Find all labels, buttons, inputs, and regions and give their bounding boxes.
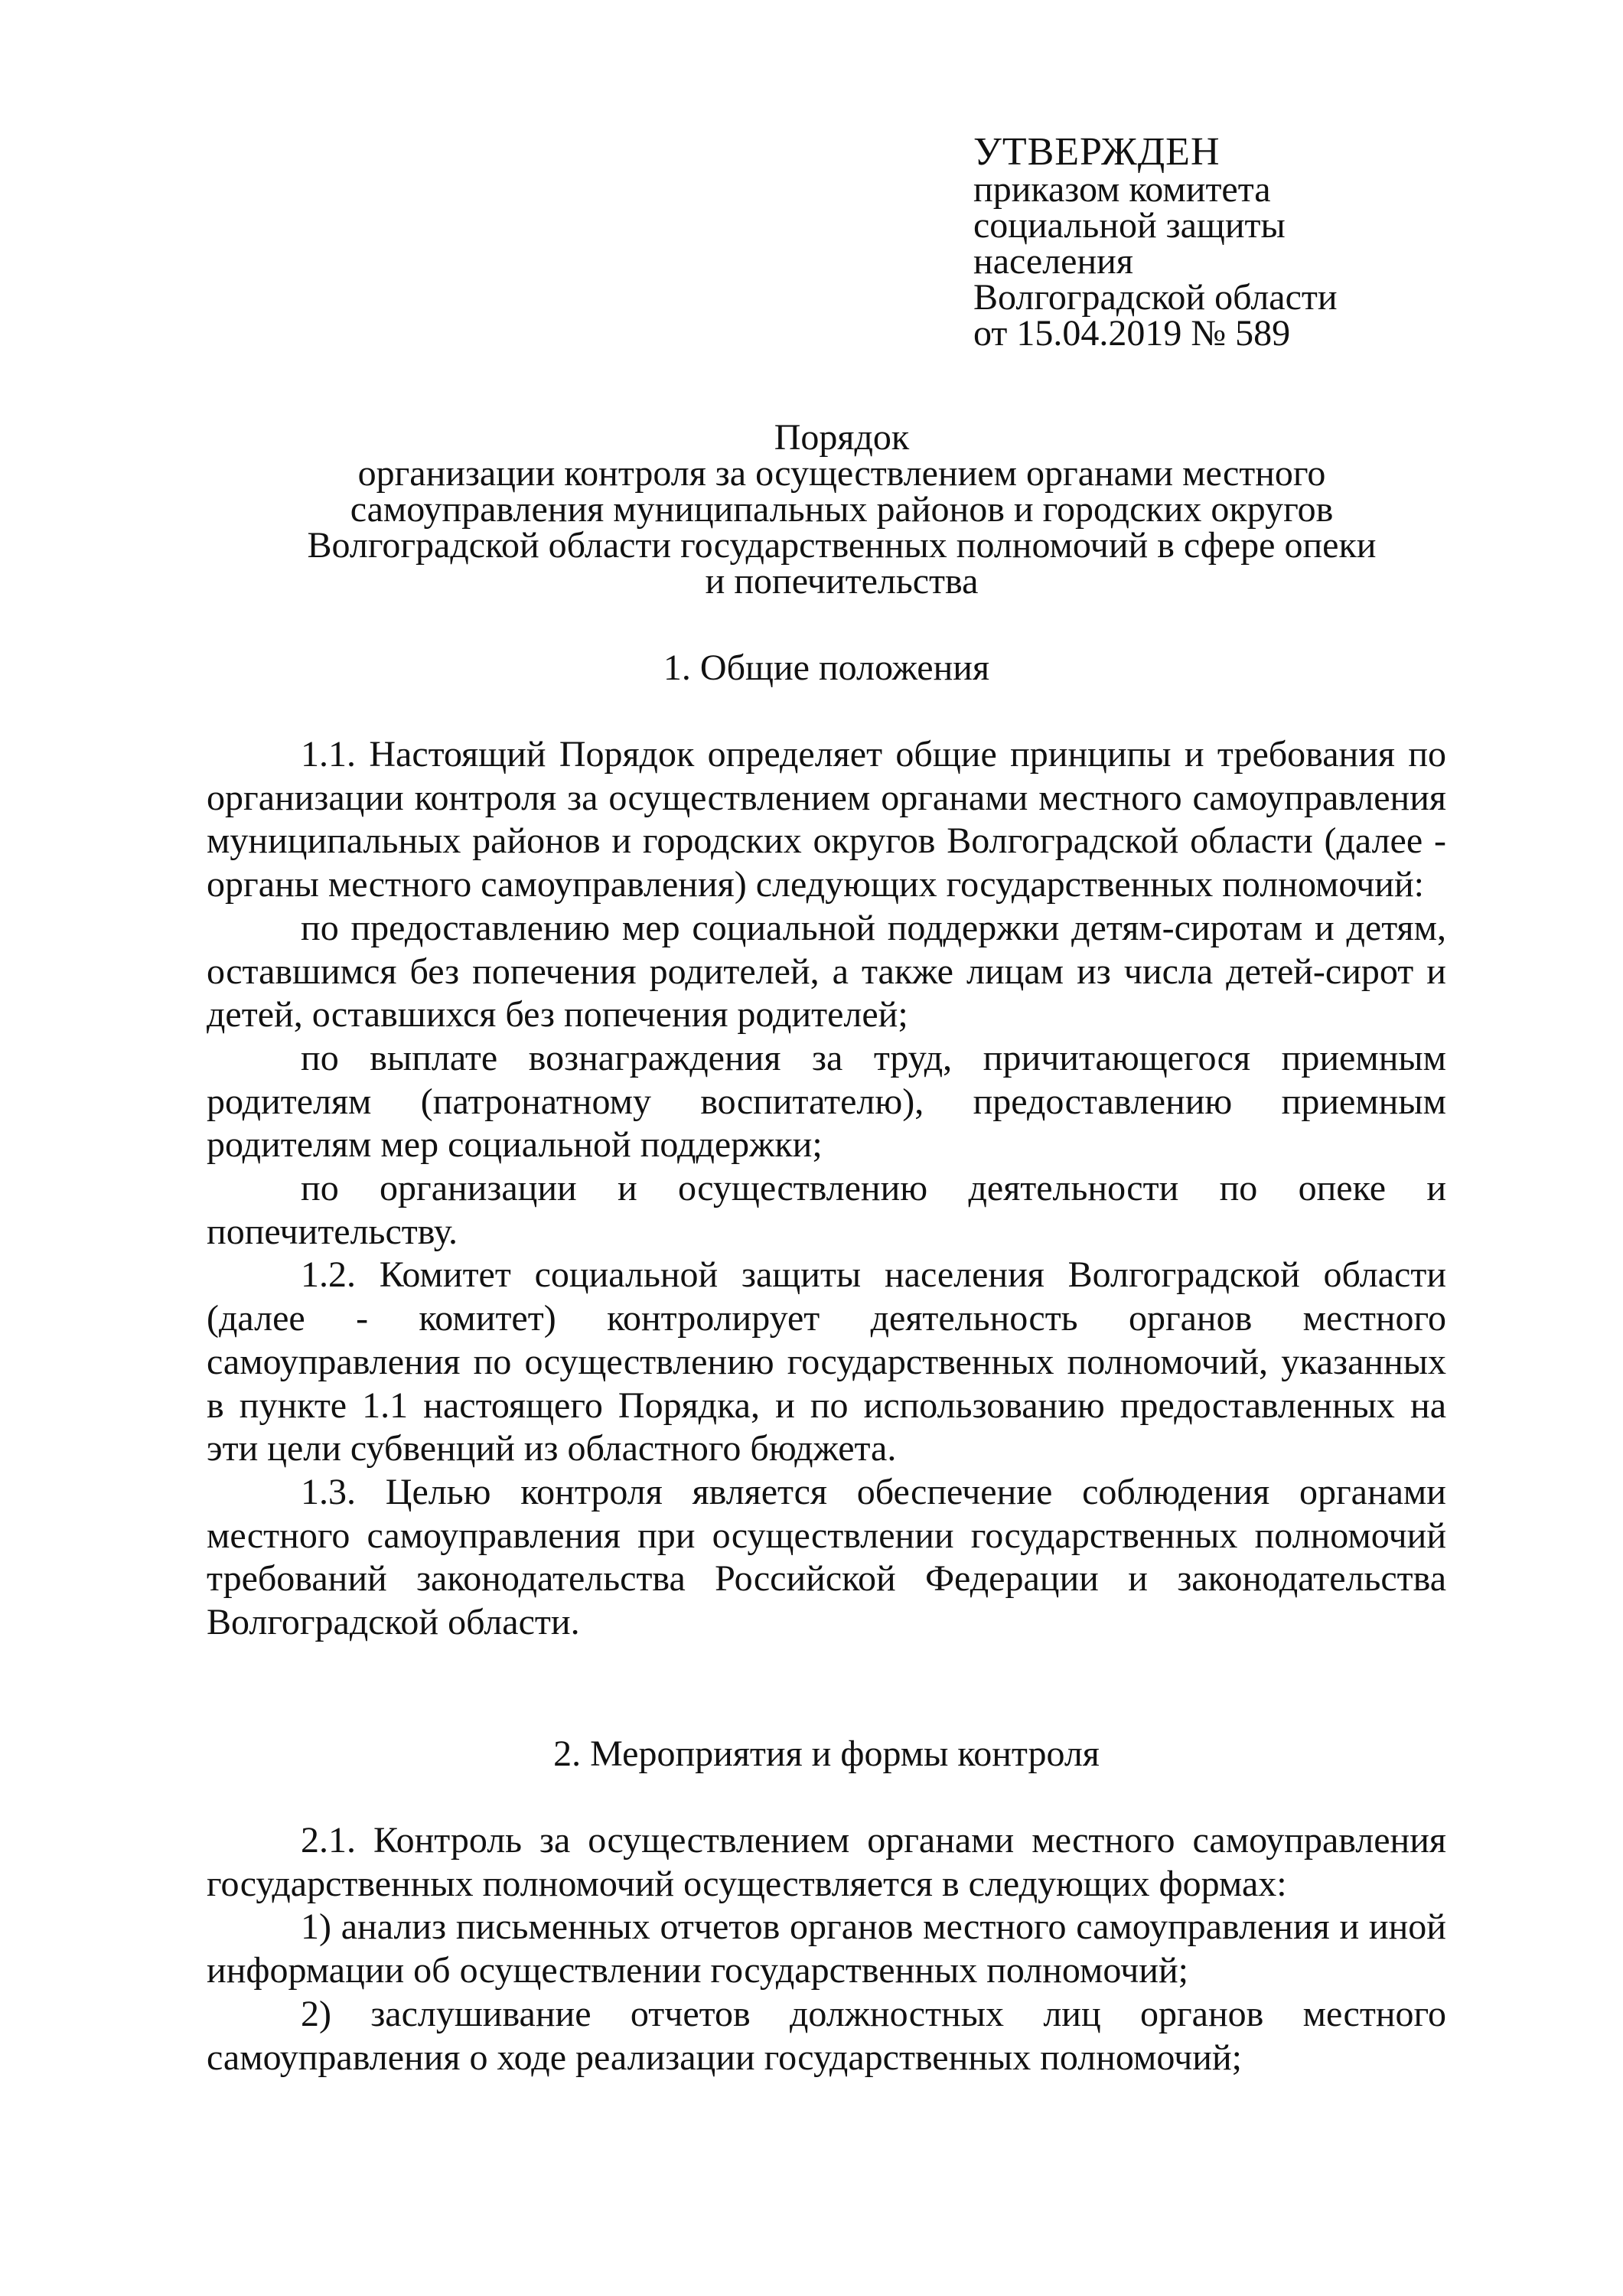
approval-title: УТВЕРЖДЕН <box>973 130 1221 174</box>
document-subtitle-line: Волгоградской области государственных полномочий в сфере опеки <box>307 525 1377 566</box>
paragraph: по выплате вознаграждения за труд, причитающегося приемным родителям (патронатному воспитателю), предоставлению приемным родителям мер социальной поддержки; <box>207 1037 1446 1166</box>
approval-line: населения <box>973 241 1133 282</box>
paragraph: 1.1. Настоящий Порядок определяет общие принципы и требования по организации контроля за осуществлением органами местного самоуправления муниципальных районов и городских округов Волгоградской области (далее - органы местного самоуправления) следующих государственных полномочий: <box>207 734 1446 905</box>
document-subtitle-line: и попечительства <box>705 561 979 602</box>
section-heading: 1. Общие положения <box>663 647 990 688</box>
paragraph: 2) заслушивание отчетов должностных лиц органов местного самоуправления о ходе реализации государственных полномочий; <box>207 1993 1446 2078</box>
paragraph: 1) анализ письменных отчетов органов местного самоуправления и иной информации об осуществлении государственных полномочий; <box>207 1906 1446 1991</box>
paragraph: 1.2. Комитет социальной защиты населения Волгоградской области (далее - комитет) контролирует деятельность органов местного самоуправления по осуществлению государственных полномочий, указанных в пункте 1.1 настоящего Порядка, и по использованию предоставленных на эти цели субвенций из областного бюджета. <box>207 1254 1446 1469</box>
document-title-block <box>230 417 1454 602</box>
document-title: Порядок <box>774 417 910 458</box>
section-heading: 2. Мероприятия и формы контроля <box>553 1733 1100 1774</box>
document-subtitle-line: организации контроля за осуществлением органами местного <box>357 453 1326 494</box>
paragraph: 1.3. Целью контроля является обеспечение соблюдения органами местного самоуправления при осуществлении государственных полномочий требований законодательства Российской Федерации и законодательства Волгоградской области. <box>207 1471 1446 1643</box>
paragraph: по организации и осуществлению деятельности по опеке и попечительству. <box>207 1168 1446 1252</box>
approval-line: от 15.04.2019 № 589 <box>973 313 1291 354</box>
approval-stamp <box>973 130 1463 354</box>
section-body <box>207 1819 1446 2079</box>
paragraph: по предоставлению мер социальной поддержки детям-сиротам и детям, оставшимся без попечения родителей, а также лицам из числа детей-сирот и детей, оставшихся без попечения родителей; <box>207 907 1446 1035</box>
paragraph: 2.1. Контроль за осуществлением органами местного самоуправления государственных полномочий осуществляется в следующих формах: <box>207 1820 1446 1904</box>
approval-line: приказом комитета <box>973 169 1271 210</box>
approval-line: социальной защиты <box>973 205 1286 246</box>
document-subtitle-line: самоуправления муниципальных районов и городских округов <box>350 489 1334 530</box>
section-body <box>207 733 1446 1645</box>
approval-line: Волгоградской области <box>973 277 1338 318</box>
